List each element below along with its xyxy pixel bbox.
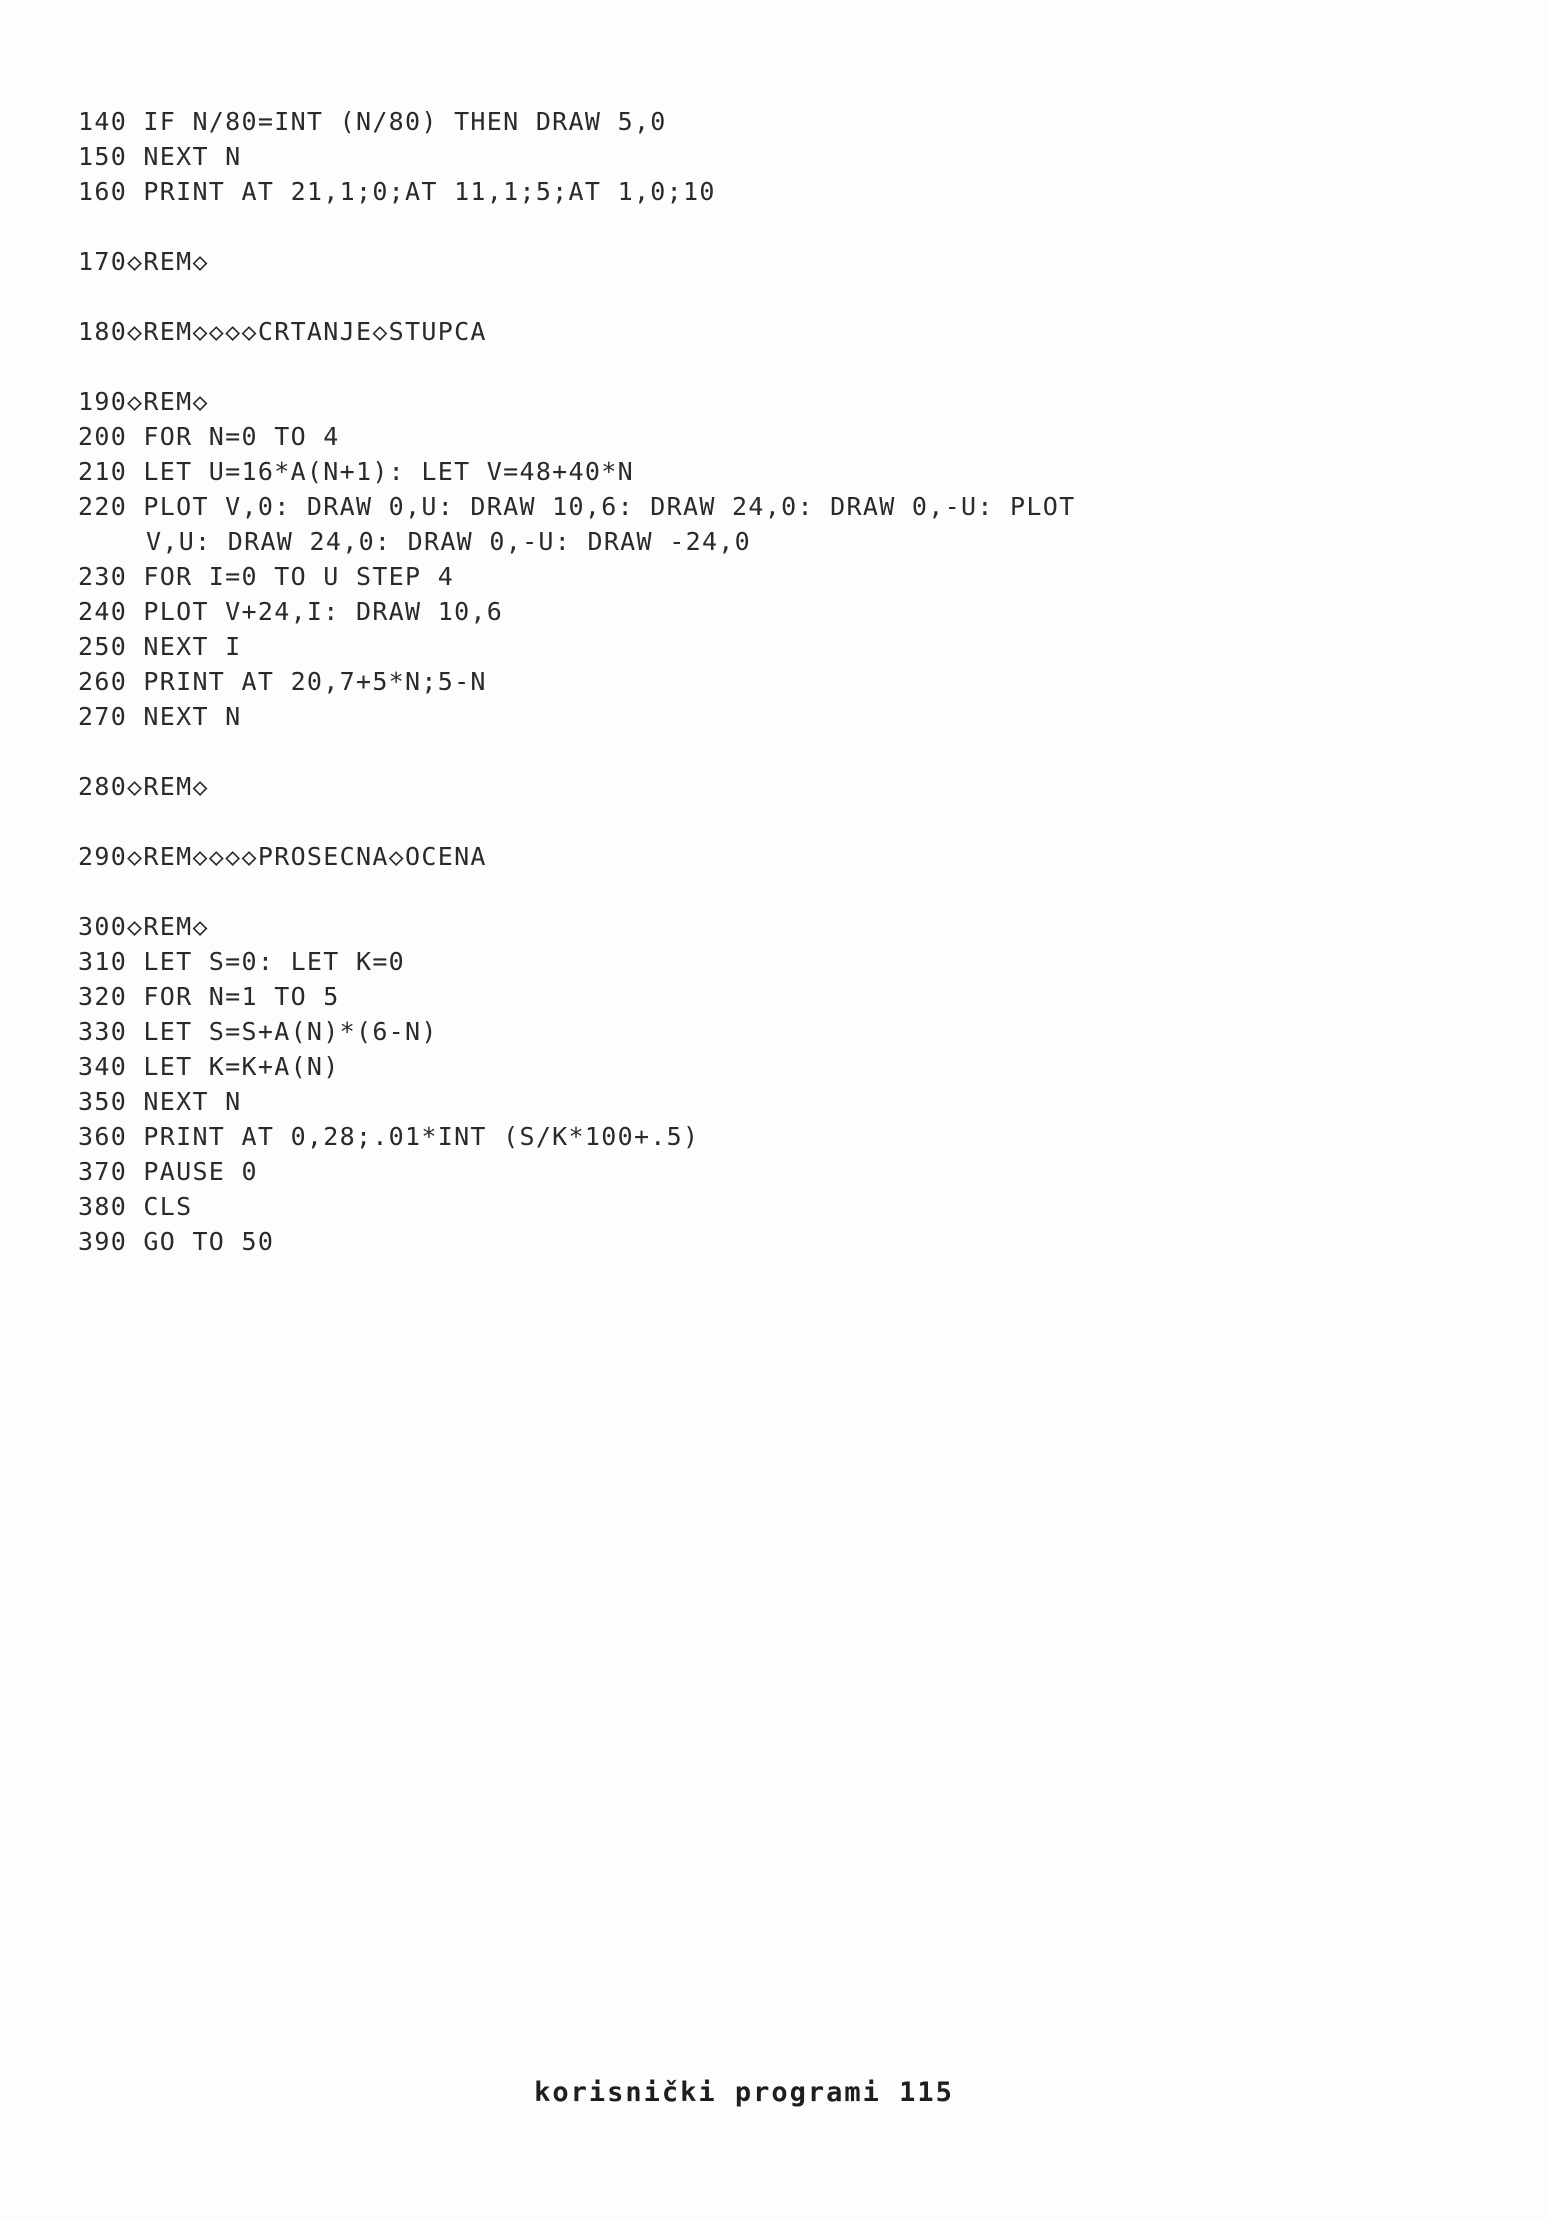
blank-line [78, 279, 1378, 314]
code-line-220-continued: V,U: DRAW 24,0: DRAW 0,-U: DRAW -24,0 [146, 527, 751, 556]
code-line-260: 260 PRINT AT 20,7+5*N;5-N [78, 667, 487, 696]
code-line-270: 270 NEXT N [78, 702, 242, 731]
code-line-220: 220 PLOT V,0: DRAW 0,U: DRAW 10,6: DRAW 24,0: DRAW 0,-U: PLOT [78, 492, 1076, 521]
code-line-340: 340 LET K=K+A(N) [78, 1052, 340, 1081]
page-footer [0, 2077, 1548, 2108]
code-line-310: 310 LET S=0: LET K=0 [78, 947, 406, 976]
program-listing [78, 104, 1378, 1259]
code-line-370: 370 PAUSE 0 [78, 1157, 258, 1186]
code-line-320: 320 FOR N=1 TO 5 [78, 982, 340, 1011]
code-line-290: 290◇REM◇◇◇◇PROSECNA◇OCENA [78, 842, 487, 871]
blank-line [78, 804, 1378, 839]
code-line-240: 240 PLOT V+24,I: DRAW 10,6 [78, 597, 504, 626]
code-line-250: 250 NEXT I [78, 632, 242, 661]
code-line-230: 230 FOR I=0 TO U STEP 4 [78, 562, 455, 591]
code-line-170: 170◇REM◇ [78, 247, 209, 276]
code-line-380: 380 CLS [78, 1192, 193, 1221]
blank-line [78, 209, 1378, 244]
code-line-300: 300◇REM◇ [78, 912, 209, 941]
code-line-150: 150 NEXT N [78, 142, 242, 171]
code-line-330: 330 LET S=S+A(N)*(6-N) [78, 1017, 438, 1046]
footer-text: korisnički programi 115 [534, 2077, 954, 2108]
code-line-190: 190◇REM◇ [78, 387, 209, 416]
code-line-390: 390 GO TO 50 [78, 1227, 275, 1256]
blank-line [78, 874, 1378, 909]
code-line-180: 180◇REM◇◇◇◇CRTANJE◇STUPCA [78, 317, 487, 346]
code-line-160: 160 PRINT AT 21,1;0;AT 11,1;5;AT 1,0;10 [78, 177, 716, 206]
blank-line [78, 349, 1378, 384]
code-line-360: 360 PRINT AT 0,28;.01*INT (S/K*100+.5) [78, 1122, 700, 1151]
code-line-210: 210 LET U=16*A(N+1): LET V=48+40*N [78, 457, 634, 486]
code-line-280: 280◇REM◇ [78, 772, 209, 801]
blank-line [78, 734, 1378, 769]
code-line-200: 200 FOR N=0 TO 4 [78, 422, 340, 451]
code-line-140: 140 IF N/80=INT (N/80) THEN DRAW 5,0 [78, 107, 667, 136]
code-line-350: 350 NEXT N [78, 1087, 242, 1116]
